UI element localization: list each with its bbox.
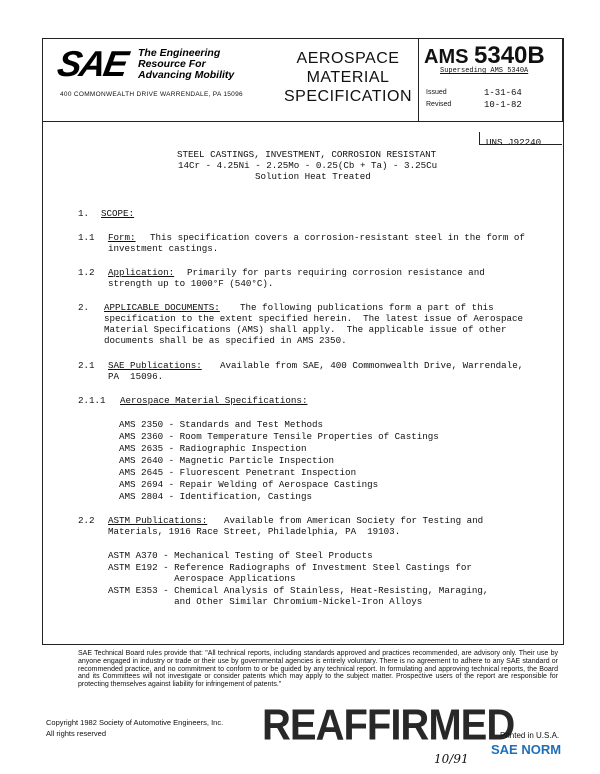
header-divider-v2 (562, 38, 563, 121)
astm-reference-item: ASTM E353 - Chemical Analysis of Stainless, Heat-Resisting, Maraging, (108, 585, 489, 596)
printed-in-usa: Printed in U.S.A. (500, 731, 560, 740)
ams-number (424, 42, 545, 70)
sae-norm-watermark: SAE NORM (491, 742, 562, 757)
paragraph-line: Primarily for parts requiring corrosion resistance and (187, 267, 485, 278)
header-divider (42, 121, 563, 122)
paragraph-line: specification to the extent specified herein. The latest issue of Aerospace (104, 313, 524, 324)
tagline-line: The Engineering (138, 47, 221, 59)
ams-reference-item: AMS 2804 - Identification, Castings (119, 491, 312, 502)
copyright-line: Copyright 1982 Society of Automotive Engineers, Inc. (46, 718, 224, 727)
spec-title-line: Solution Heat Treated (255, 171, 371, 182)
paragraph-line: Materials, 1916 Race Street, Philadelphia, PA 19103. (108, 526, 401, 537)
rights-line: All rights reserved (46, 729, 107, 738)
uns-number: UNS J92240 (486, 137, 542, 148)
section-number: 2. (78, 302, 90, 313)
paragraph-line: Available from SAE, 400 Commonwealth Drive, Warrendale, (220, 360, 524, 371)
section-number: 1.2 (78, 267, 95, 278)
section-number: 2.2 (78, 515, 95, 526)
sae-disclaimer: SAE Technical Board rules provide that: "All technical reports, including standards approved and practices recommended, are advisory only. Their use by anyone engaged in industry or trade or their use by governmental agencies is entirely voluntary. There is no agreement to adhere to any SAE standard or recommended practice, and no commitment to conform to or be guided by any technical report. In formulating and approving technical reports, the Board and its Committees will not investigate or consider patents which may apply to the subject matter. Prospective users of the report are responsible for protecting themselves against liability for infringement of patents." (78, 650, 558, 689)
section-heading: APPLICABLE DOCUMENTS: (104, 302, 220, 313)
astm-reference-item: ASTM E192 - Reference Radiographs of Investment Steel Castings for (108, 562, 472, 573)
doc-type-title (278, 49, 418, 106)
ams-reference-item: AMS 2645 - Fluorescent Penetrant Inspection (119, 467, 357, 478)
section-label: Form: (108, 232, 136, 243)
astm-reference-item: Aerospace Applications (108, 573, 296, 584)
ams-reference-item: AMS 2360 - Room Temperature Tensile Properties of Castings (119, 431, 439, 442)
ams-reference-item: AMS 2694 - Repair Welding of Aerospace Castings (119, 479, 379, 490)
astm-reference-item: ASTM A370 - Mechanical Testing of Steel Products (108, 550, 373, 561)
section-number: 1.1 (78, 232, 95, 243)
section-heading: SCOPE: (101, 208, 135, 219)
uns-box-left (479, 132, 480, 144)
handwritten-date: 10/91 (434, 752, 469, 766)
tagline-line: Advancing Mobility (138, 69, 235, 81)
section-number: 2.1 (78, 360, 95, 371)
doc-type-line: AEROSPACE (296, 50, 400, 67)
sae-tagline (138, 48, 234, 81)
revised-label: Revised (426, 101, 452, 108)
section-label: Application: (108, 267, 175, 278)
paragraph-line: investment castings. (108, 243, 219, 254)
section-label: ASTM Publications: (108, 515, 208, 526)
section-label: Aerospace Material Specifications: (120, 395, 308, 406)
astm-reference-item: and Other Similar Chromium-Nickel-Iron Alloys (108, 596, 423, 607)
paragraph-line: Available from American Society for Testing and (224, 515, 484, 526)
section-number: 2.1.1 (78, 395, 106, 406)
copyright-block (46, 717, 223, 739)
ams-reference-item: AMS 2635 - Radiographic Inspection (119, 443, 307, 454)
spec-title-line: 14Cr - 4.25Ni - 2.25Mo - 0.25(Cb + Ta) - 3.25Cu (178, 160, 438, 171)
paragraph-line: strength up to 1000°F (540°C). (108, 278, 274, 289)
uns-box-bottom (479, 144, 562, 145)
doc-type-line: MATERIAL (306, 69, 390, 86)
ams-prefix: AMS (424, 46, 469, 68)
reaffirmed-stamp: REAFFIRMED (262, 700, 515, 750)
superseding-note: Superseding AMS 5340A (440, 67, 529, 75)
tagline-line: Resource For (138, 58, 206, 70)
issued-label: Issued (426, 89, 447, 96)
paragraph-line: PA 15096. (108, 371, 164, 382)
header-divider-v1 (418, 38, 419, 121)
paragraph-line: The following publications form a part of this (240, 302, 494, 313)
sae-address: 400 COMMONWEALTH DRIVE WARRENDALE, PA 15096 (60, 91, 243, 98)
ams-number-value: 5340B (474, 42, 545, 69)
revised-value: 10-1-82 (484, 100, 522, 110)
paragraph-line: Material Specifications (AMS) shall apply. The applicable issue of other (104, 324, 507, 335)
spec-title-line: STEEL CASTINGS, INVESTMENT, CORROSION RESISTANT (177, 149, 437, 160)
issued-value: 1-31-64 (484, 88, 522, 98)
ams-reference-item: AMS 2640 - Magnetic Particle Inspection (119, 455, 335, 466)
doc-type-line: SPECIFICATION (284, 88, 412, 105)
ams-reference-item: AMS 2350 - Standards and Test Methods (119, 419, 323, 430)
paragraph-line: This specification covers a corrosion-resistant steel in the form of (150, 232, 525, 243)
section-label: SAE Publications: (108, 360, 202, 371)
paragraph-line: documents shall be as specified in AMS 2350. (104, 335, 347, 346)
sae-logo: SAE (54, 43, 130, 84)
section-number: 1. (78, 208, 90, 219)
